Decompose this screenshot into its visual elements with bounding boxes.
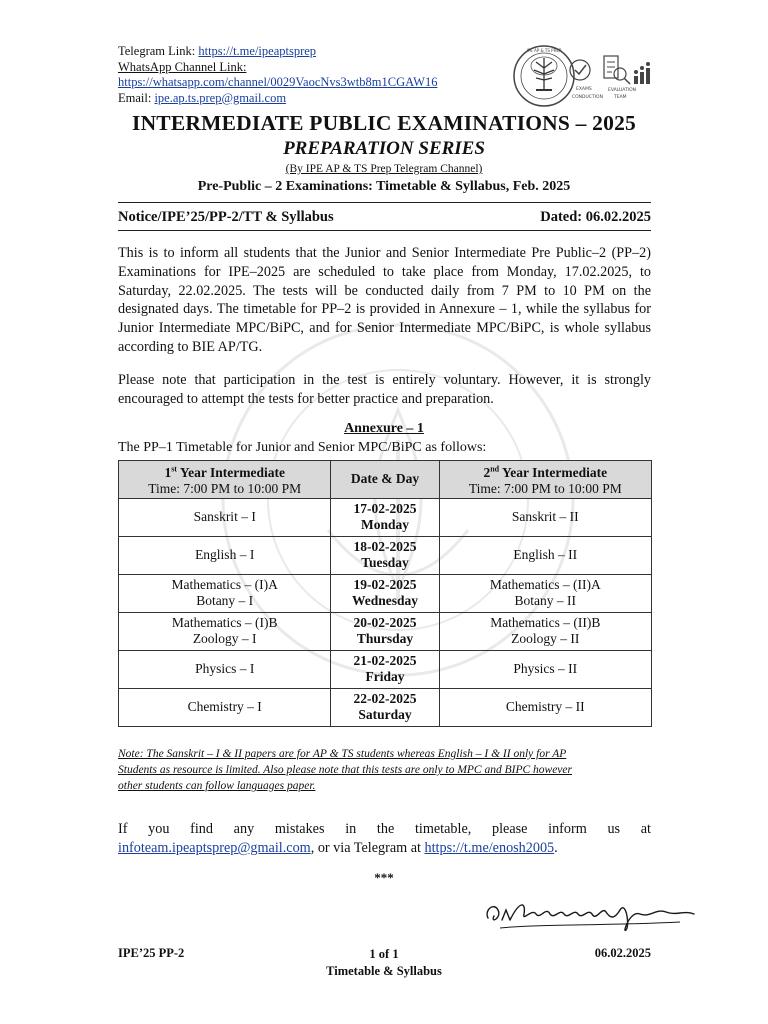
- closing-line-2: infoteam.ipeaptsprep@gmail.com, or via Telegram at https://t.me/enosh2005.: [118, 840, 558, 856]
- first-year-subject: Mathematics – (I)A Botany – I: [119, 574, 331, 612]
- second-year-subject: Mathematics – (II)A Botany – II: [439, 574, 651, 612]
- signature-image: [480, 880, 700, 940]
- separator-stars: ***: [374, 870, 394, 885]
- notice-date: Dated: 06.02.2025: [540, 209, 651, 225]
- body-paragraph-1: This is to inform all students that the Junior and Senior Intermediate Pre Public–2 (PP–2) Examinations for IPE–2025 are scheduled to take place from Monday, 17.02.2025, to Saturday, 22.02.2025. The tests will be conducted daily from 7 PM to 10 PM on the designated days. The timetable for PP–2 is provided in Annexure – 1, while the syllabus for Junior Intermediate MPC/BiPC, and for Senior Intermediate MPC/BiPC, is whole syllabus according to BIE AP/TG.: [118, 245, 651, 355]
- logo-ring-text: IPE AP & TS PREP: [526, 48, 562, 53]
- note-block: [118, 746, 651, 794]
- header-first-year: 1st Year Intermediate Time: 7:00 PM to 10:00 PM: [119, 461, 331, 499]
- timetable-header-row: [119, 461, 652, 499]
- contact-block: [118, 44, 437, 106]
- first-year-subject: Chemistry – I: [119, 688, 331, 726]
- telegram-contact-link[interactable]: https://t.me/enosh2005: [424, 840, 555, 856]
- second-year-subject: Mathematics – (II)B Zoology – II: [439, 612, 651, 650]
- logo-exams-text: EXAMS: [576, 87, 592, 92]
- logo-team-text: TEAM: [614, 95, 627, 100]
- exam-date: 21-02-2025 Friday: [331, 650, 439, 688]
- closing-line-1: If you find any mistakes in the timetable, please inform us at: [118, 821, 651, 837]
- info-email-link[interactable]: infoteam.ipeaptsprep@gmail.com: [118, 840, 311, 856]
- table-row: [119, 574, 652, 612]
- logo-evaluation-text: EVALUATION: [608, 88, 637, 93]
- note-line: Note: The Sanskrit – I & II papers are for AP & TS students whereas English – I & II only for AP: [118, 748, 567, 760]
- exams-team-logo: [512, 44, 692, 108]
- whatsapp-link[interactable]: https://whatsapp.com/channel/0029VaocNvs3wtb8m1CGAW16: [118, 75, 438, 89]
- second-year-subject: Sanskrit – II: [439, 498, 651, 536]
- exam-date: 22-02-2025 Saturday: [331, 688, 439, 726]
- logo-conduction-text: CONDUCTION: [572, 95, 603, 100]
- annexure-heading: Annexure – 1: [344, 421, 424, 436]
- exam-date: 18-02-2025 Tuesday: [331, 536, 439, 574]
- first-year-subject: Mathematics – (I)B Zoology – I: [119, 612, 331, 650]
- notice-row: [118, 209, 651, 226]
- table-row: [119, 688, 652, 726]
- exam-date: 19-02-2025 Wednesday: [331, 574, 439, 612]
- footer-right: 06.02.2025: [594, 946, 651, 960]
- second-year-subject: Physics – II: [439, 650, 651, 688]
- second-year-time: Time: 7:00 PM to 10:00 PM: [468, 481, 622, 496]
- table-row: [119, 536, 652, 574]
- email-row: [118, 91, 437, 107]
- page-number: 1 of 1: [369, 947, 399, 961]
- second-year-subject: English – II: [439, 536, 651, 574]
- by-line: (By IPE AP & TS Prep Telegram Channel): [285, 163, 483, 175]
- first-year-subject: English – I: [119, 536, 331, 574]
- annexure-intro: The PP–1 Timetable for Junior and Senior MPC/BiPC as follows:: [118, 440, 487, 455]
- exam-date: 20-02-2025 Thursday: [331, 612, 439, 650]
- exam-line: Pre-Public – 2 Examinations: Timetable & Syllabus, Feb. 2025: [197, 179, 571, 194]
- exam-date: 17-02-2025 Monday: [331, 498, 439, 536]
- first-year-subject: Physics – I: [119, 650, 331, 688]
- table-row: [119, 612, 652, 650]
- page-title: INTERMEDIATE PUBLIC EXAMINATIONS – 2025: [132, 111, 636, 135]
- header-date-day: Date & Day: [331, 461, 439, 499]
- page-subtitle: PREPARATION SERIES: [283, 138, 485, 159]
- body-paragraph-2: Please note that participation in the test is entirely voluntary. However, it is strongly encouraged to attempt the tests for better practice and preparation.: [118, 372, 651, 407]
- second-year-subject: Chemistry – II: [439, 688, 651, 726]
- timetable: [118, 460, 652, 727]
- first-year-subject: Sanskrit – I: [119, 498, 331, 536]
- telegram-link-row: [118, 44, 437, 60]
- note-line: Students as resource is limited. Also please note that this tests are only to MPC and BIPC however: [118, 764, 572, 776]
- note-line: other students can follow languages paper.: [118, 780, 316, 792]
- closing-paragraph: [118, 820, 651, 858]
- table-row: [119, 650, 652, 688]
- telegram-link[interactable]: https://t.me/ipeaptsprep: [198, 44, 317, 58]
- email-label: Email:: [118, 90, 155, 105]
- telegram-label: Telegram Link:: [118, 44, 199, 58]
- first-year-time: Time: 7:00 PM to 10:00 PM: [148, 481, 302, 496]
- email-link[interactable]: ipe.ap.ts.prep@gmail.com: [154, 90, 287, 105]
- whatsapp-label: WhatsApp Channel Link:: [118, 59, 247, 74]
- footer-title: Timetable & Syllabus: [326, 964, 442, 978]
- footer-center: [0, 946, 768, 980]
- footer-left: IPE’25 PP-2: [118, 946, 185, 960]
- table-row: [119, 498, 652, 536]
- notice-ref: Notice/IPE’25/PP-2/TT & Syllabus: [118, 209, 334, 225]
- divider-top: [118, 202, 651, 203]
- header-second-year: 2nd Year Intermediate Time: 7:00 PM to 10:00 PM: [439, 461, 651, 499]
- divider-bottom: [118, 230, 651, 231]
